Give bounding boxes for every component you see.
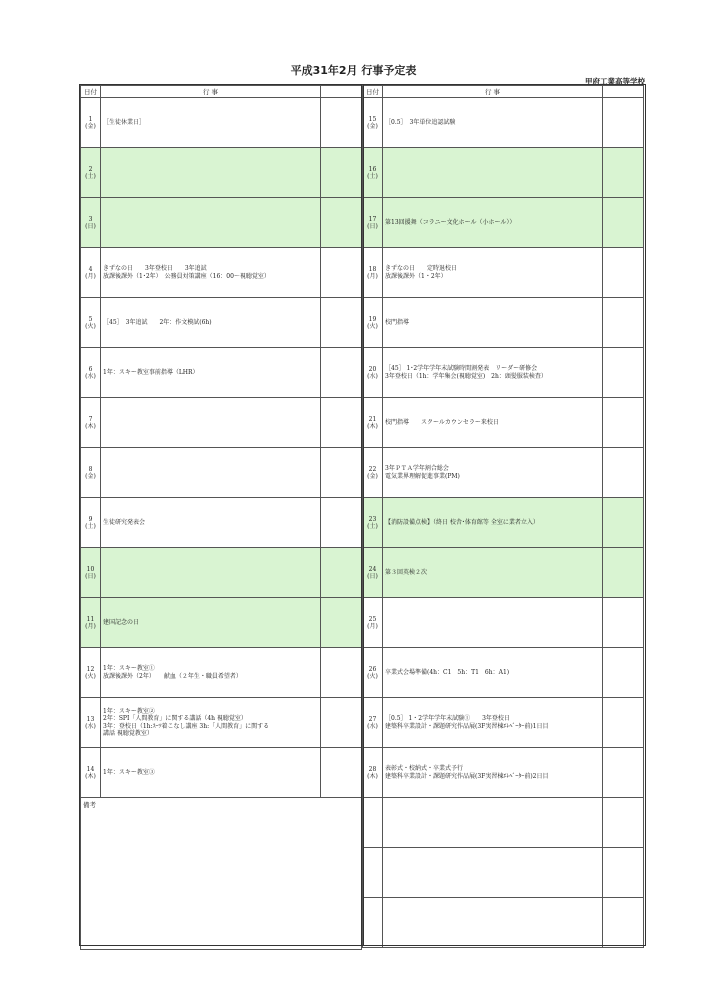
- event-cell: [383, 748, 603, 798]
- date-cell: [363, 348, 383, 398]
- day-number: 3: [88, 215, 93, 223]
- day-of-week: (月): [367, 622, 378, 630]
- event-line: 表彰式・校納式・卒業式予行: [385, 765, 464, 772]
- table-row: [363, 598, 644, 648]
- extra-cell: [603, 498, 644, 548]
- empty-cell: [363, 898, 383, 948]
- table-row: [81, 298, 362, 348]
- date-cell: [363, 698, 383, 748]
- event-line: 1年：スキー教室事前指導（LHR）: [103, 368, 199, 376]
- day-number: 27: [368, 715, 377, 723]
- notes-cell: [81, 798, 362, 950]
- date-cell: [81, 648, 101, 698]
- event-line: 3年：登校日（1h:ｽｰﾂ着こなし講座 3h:「人間教育」に関する: [103, 722, 270, 730]
- event-line: 第３回英検２次: [385, 568, 428, 576]
- event-cell: [383, 198, 603, 248]
- day-of-week: (火): [367, 322, 378, 330]
- left-header-row: [81, 86, 362, 98]
- date-cell: [363, 98, 383, 148]
- event-cell: [101, 348, 321, 398]
- day-number: 22: [368, 465, 377, 473]
- event-cell: [383, 598, 603, 648]
- event-line: 1年：スキー教室①: [103, 665, 155, 672]
- date-cell: [363, 298, 383, 348]
- day-of-week: (土): [85, 522, 96, 530]
- table-row: [363, 198, 644, 248]
- date-cell: [81, 348, 101, 398]
- extra-header: [321, 86, 362, 98]
- day-number: 12: [86, 665, 95, 673]
- event-cell: [101, 148, 321, 198]
- date-cell: [81, 98, 101, 148]
- event-cell: [101, 698, 321, 748]
- event-cell: [101, 398, 321, 448]
- day-number: 5: [88, 315, 93, 323]
- day-of-week: (火): [85, 322, 96, 330]
- extra-cell: [321, 398, 362, 448]
- day-number: 24: [368, 565, 377, 573]
- day-of-week: (木): [367, 422, 378, 430]
- table-row: [81, 748, 362, 798]
- table-row: [363, 698, 644, 748]
- right-calendar-table: [362, 85, 644, 948]
- day-number: 7: [88, 415, 93, 423]
- empty-cell: [383, 848, 603, 898]
- day-of-week: (日): [85, 572, 96, 580]
- event-cell: [383, 298, 603, 348]
- date-cell: [81, 148, 101, 198]
- event-line: 放課後課外（2年） 献血（２年生・職員希望者）: [103, 672, 242, 680]
- day-number: 8: [88, 465, 93, 473]
- day-of-week: (金): [85, 472, 96, 480]
- day-of-week: (日): [367, 222, 378, 230]
- day-number: 1: [88, 115, 93, 123]
- event-line: 放課後課外（1･2年） 公務員対策講座（16：00～視聴覚室）: [103, 272, 270, 280]
- extra-cell: [603, 548, 644, 598]
- extra-cell: [603, 248, 644, 298]
- event-line: 3年登校日（1h：学年集会(視聴覚室) 2h：頭髪服装検査）: [385, 372, 547, 380]
- day-number: 19: [368, 315, 377, 323]
- event-cell: [101, 248, 321, 298]
- day-of-week: (月): [367, 272, 378, 280]
- event-line: 第13回援舞（コラニー文化ホール（小ホール））: [385, 218, 516, 226]
- extra-cell: [321, 248, 362, 298]
- day-number: 17: [368, 215, 377, 223]
- date-cell: [81, 598, 101, 648]
- day-number: 25: [368, 615, 377, 623]
- extra-cell: [603, 648, 644, 698]
- event-cell: [383, 648, 603, 698]
- event-line: 校門指導: [385, 318, 410, 326]
- empty-cell: [603, 798, 644, 848]
- event-line: 卒業式会場準備(4h：C1 5h：T1 6h：A1): [385, 668, 510, 676]
- date-cell: [81, 298, 101, 348]
- event-cell: [383, 448, 603, 498]
- day-of-week: (金): [367, 122, 378, 130]
- extra-cell: [603, 198, 644, 248]
- event-cell: [101, 648, 321, 698]
- table-row: [363, 348, 644, 398]
- empty-cell: [603, 848, 644, 898]
- notes-row: [81, 798, 362, 950]
- table-row: [81, 498, 362, 548]
- day-of-week: (金): [85, 122, 96, 130]
- table-row: [81, 698, 362, 748]
- empty-cell: [363, 848, 383, 898]
- table-row: [81, 548, 362, 598]
- page-title: 平成31年2月 行事予定表: [290, 64, 417, 77]
- table-row: [81, 648, 362, 698]
- table-row: [81, 198, 362, 248]
- day-of-week: (水): [85, 372, 96, 380]
- day-of-week: (木): [367, 772, 378, 780]
- extra-cell: [603, 748, 644, 798]
- extra-cell: [603, 698, 644, 748]
- event-line: 建築科卒業設計・課題研究作品展(3F実習棟ｴﾚﾍﾞｰﾀｰ前)1日目: [385, 722, 549, 730]
- table-row: [81, 148, 362, 198]
- date-cell: [81, 398, 101, 448]
- empty-row: [363, 798, 644, 848]
- date-cell: [81, 498, 101, 548]
- date-cell: [363, 548, 383, 598]
- event-cell: [101, 448, 321, 498]
- date-cell: [363, 448, 383, 498]
- table-row: [363, 498, 644, 548]
- event-line: 2年：SPI「人間教育」に関する講話（4h 視聴覚室）: [103, 715, 247, 722]
- date-cell: [81, 448, 101, 498]
- day-of-week: (月): [85, 622, 96, 630]
- table-row: [363, 548, 644, 598]
- table-row: [363, 448, 644, 498]
- date-cell: [363, 648, 383, 698]
- event-line: 校門指導 スクールカウンセラー来校日: [385, 418, 499, 426]
- table-row: [81, 248, 362, 298]
- event-header: 行 事: [383, 86, 603, 98]
- extra-cell: [321, 148, 362, 198]
- event-cell: [383, 98, 603, 148]
- table-row: [363, 298, 644, 348]
- date-cell: [363, 398, 383, 448]
- table-row: [363, 98, 644, 148]
- extra-cell: [321, 548, 362, 598]
- date-cell: [363, 148, 383, 198]
- day-number: 4: [88, 265, 93, 273]
- table-row: [363, 248, 644, 298]
- event-line: 講話 視聴覚教室）: [103, 730, 153, 737]
- event-line: きずなの日 定時退校日: [385, 265, 458, 272]
- day-of-week: (月): [85, 272, 96, 280]
- date-cell: [363, 748, 383, 798]
- extra-cell: [321, 598, 362, 648]
- day-of-week: (火): [85, 672, 96, 680]
- event-cell: [383, 398, 603, 448]
- event-cell: [383, 348, 603, 398]
- event-line: ［生徒休業日］: [103, 118, 146, 126]
- table-row: [81, 98, 362, 148]
- day-of-week: (火): [367, 672, 378, 680]
- day-number: 9: [88, 515, 93, 523]
- day-number: 2: [88, 165, 93, 173]
- day-of-week: (日): [367, 572, 378, 580]
- event-line: 生徒研究発表会: [103, 518, 146, 526]
- day-number: 26: [368, 665, 377, 673]
- event-line: 【消防設備点検】（終日 校舎･体育館等 全室に業者立入）: [385, 518, 539, 526]
- event-line: 建国記念の日: [103, 618, 140, 626]
- event-cell: [101, 298, 321, 348]
- event-line: ［0.5］ 1・2学年学年末試験① 3年登校日: [385, 715, 510, 722]
- extra-cell: [603, 148, 644, 198]
- event-cell: [101, 548, 321, 598]
- date-cell: [81, 248, 101, 298]
- table-row: [363, 748, 644, 798]
- table-row: [363, 398, 644, 448]
- empty-cell: [603, 898, 644, 948]
- date-header: 日付: [81, 86, 101, 98]
- extra-cell: [321, 748, 362, 798]
- event-cell: [383, 248, 603, 298]
- table-row: [81, 348, 362, 398]
- event-line: ［45］ 1･2学年学年末試験時間割発表 リーダー研修会: [385, 365, 538, 372]
- extra-header: [603, 86, 644, 98]
- day-of-week: (水): [367, 722, 378, 730]
- day-number: 28: [368, 765, 377, 773]
- event-cell: [101, 198, 321, 248]
- day-of-week: (土): [85, 172, 96, 180]
- day-number: 15: [368, 115, 377, 123]
- date-cell: [81, 748, 101, 798]
- left-calendar-table: [80, 85, 362, 950]
- extra-cell: [321, 348, 362, 398]
- empty-cell: [383, 898, 603, 948]
- notes-label: 備考: [83, 801, 96, 809]
- extra-cell: [603, 448, 644, 498]
- event-line: 放課後課外（1・2年）: [385, 272, 447, 280]
- event-cell: [101, 498, 321, 548]
- extra-cell: [321, 98, 362, 148]
- day-number: 6: [88, 365, 93, 373]
- event-line: ［0.5］ 3年単位追認試験: [385, 118, 456, 126]
- event-line: ［45］ 3年追試 2年：作文模試(6h): [103, 318, 212, 326]
- empty-cell: [383, 798, 603, 848]
- day-number: 10: [86, 565, 95, 573]
- day-number: 21: [368, 415, 377, 423]
- day-number: 20: [368, 365, 377, 373]
- event-cell: [383, 548, 603, 598]
- event-line: 1年：スキー教室③: [103, 768, 155, 776]
- event-line: きずなの日 3年登校日 3年追試: [103, 265, 207, 272]
- event-cell: [383, 148, 603, 198]
- event-line: 電気業界理解促進事業(PM): [385, 472, 460, 480]
- table-row: [81, 448, 362, 498]
- table-row: [81, 398, 362, 448]
- day-of-week: (金): [367, 472, 378, 480]
- table-row: [81, 598, 362, 648]
- day-of-week: (水): [85, 722, 96, 730]
- extra-cell: [603, 598, 644, 648]
- extra-cell: [321, 298, 362, 348]
- extra-cell: [321, 198, 362, 248]
- day-number: 18: [368, 265, 377, 273]
- date-cell: [363, 248, 383, 298]
- extra-cell: [603, 348, 644, 398]
- event-cell: [101, 98, 321, 148]
- day-of-week: (木): [85, 772, 96, 780]
- day-of-week: (木): [85, 422, 96, 430]
- extra-cell: [321, 698, 362, 748]
- empty-cell: [363, 798, 383, 848]
- school-name: 甲府工業高等学校: [585, 77, 645, 86]
- date-cell: [81, 698, 101, 748]
- empty-row: [363, 848, 644, 898]
- event-cell: [101, 748, 321, 798]
- day-number: 11: [86, 615, 95, 623]
- event-header: 行 事: [101, 86, 321, 98]
- table-row: [363, 648, 644, 698]
- day-number: 13: [86, 715, 95, 723]
- day-of-week: (土): [367, 522, 378, 530]
- day-number: 23: [368, 515, 377, 523]
- right-header-row: [363, 86, 644, 98]
- table-row: [363, 148, 644, 198]
- event-line: 1年：スキー教室②: [103, 707, 155, 715]
- date-cell: [363, 198, 383, 248]
- extra-cell: [321, 648, 362, 698]
- extra-cell: [321, 498, 362, 548]
- day-of-week: (水): [367, 372, 378, 380]
- day-number: 16: [368, 165, 377, 173]
- extra-cell: [603, 398, 644, 448]
- day-number: 14: [86, 765, 95, 773]
- date-header: 日付: [363, 86, 383, 98]
- date-cell: [363, 498, 383, 548]
- event-cell: [383, 698, 603, 748]
- event-line: 建築科卒業設計・課題研究作品展(3F実習棟ｴﾚﾍﾞｰﾀｰ前)2日目: [385, 772, 549, 780]
- extra-cell: [321, 448, 362, 498]
- date-cell: [81, 198, 101, 248]
- date-cell: [363, 598, 383, 648]
- day-of-week: (日): [85, 222, 96, 230]
- empty-row: [363, 898, 644, 948]
- date-cell: [81, 548, 101, 598]
- extra-cell: [603, 298, 644, 348]
- day-of-week: (土): [367, 172, 378, 180]
- event-cell: [383, 498, 603, 548]
- extra-cell: [603, 98, 644, 148]
- event-line: 3年ＰＴＡ学年割合総会: [385, 465, 449, 472]
- event-cell: [101, 598, 321, 648]
